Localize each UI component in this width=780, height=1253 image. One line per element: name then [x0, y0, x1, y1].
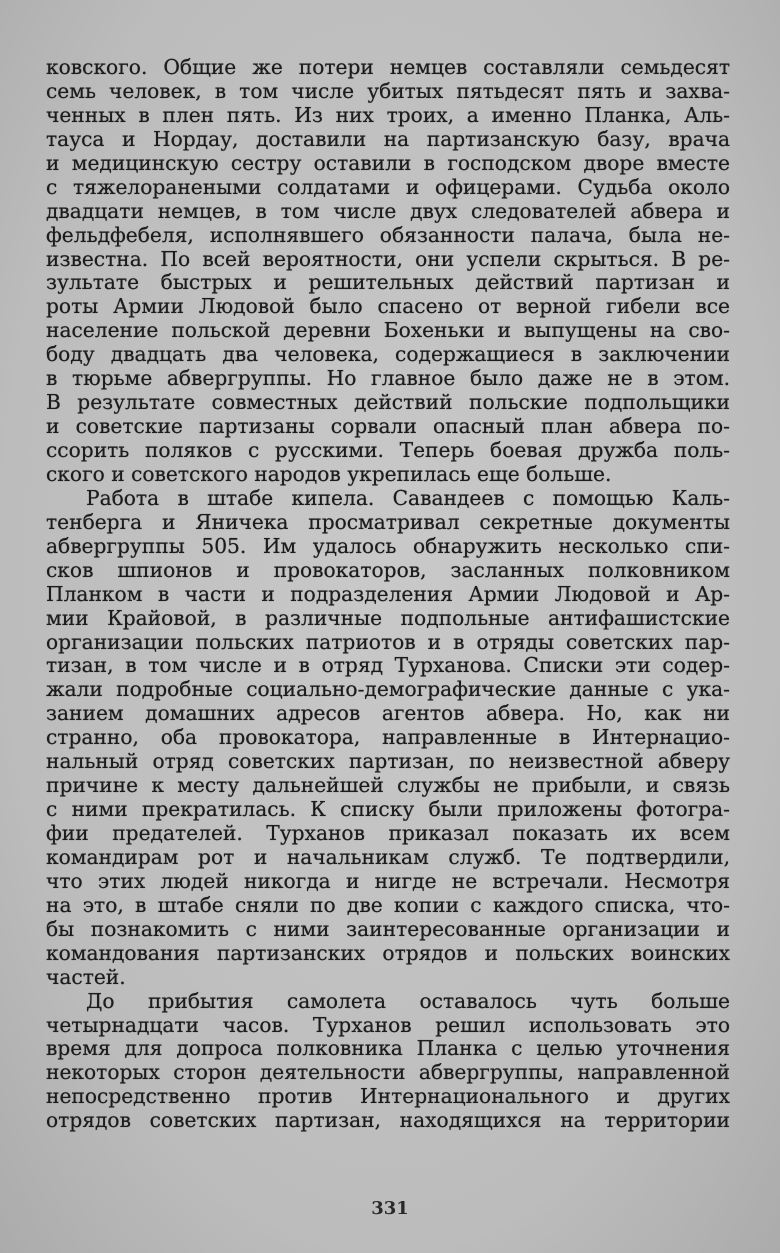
text-line: Работа в штабе кипела. Савандеев с помощью Каль- — [86, 485, 730, 510]
paragraph — [46, 487, 730, 990]
text-line: и советские партизаны сорвали опасный план абвера по- — [46, 414, 730, 439]
text-line: тизан, в том числе и в отряд Турханова. Списки эти содер- — [46, 653, 730, 678]
text-line: в тюрьме абвергруппы. Но главное было даже не в этом. — [46, 366, 730, 391]
text-line: население польской деревни Бохеньки и выпущены на сво- — [46, 318, 730, 343]
text-line: командования партизанских отрядов и польских воинских — [46, 940, 730, 965]
text-line: сков шпионов и провокаторов, засланных полковником — [46, 557, 730, 582]
text-line: нальный отряд советских партизан, по неизвестной абверу — [46, 749, 730, 774]
text-line: с ними прекратилась. К списку были приложены фотогра- — [46, 797, 730, 822]
text-line: четырнадцати часов. Турханов решил использовать это — [46, 1012, 730, 1037]
text-line: абвергруппы 505. Им удалось обнаружить несколько спи- — [46, 533, 730, 558]
text-line: тауса и Нордау, доставили на партизанскую базу, врача — [46, 126, 730, 151]
text-line: ченных в плен пять. Из них троих, а именно Планка, Аль- — [46, 102, 730, 127]
text-line: До прибытия самолета оставалось чуть больше — [86, 988, 730, 1013]
text-line: частей. — [46, 964, 126, 989]
text-line: мии Крайовой, в различные подпольные антифашистские — [46, 605, 730, 630]
text-line: ковского. Общие же потери немцев составляли семьдесят — [46, 55, 730, 79]
text-line: странно, оба провокатора, направленные в Интернацио- — [46, 725, 730, 750]
text-line: двадцати немцев, в том числе двух следователей абвера и — [46, 198, 730, 223]
paragraph — [46, 56, 730, 487]
text-line: бы познакомить с ними заинтересованные организации и — [46, 916, 730, 941]
text-line: известна. По всей вероятности, они успели скрыться. В ре- — [46, 246, 730, 271]
text-line: Планком в части и подразделения Армии Людовой и Ар- — [46, 581, 730, 606]
page-number: 331 — [371, 1198, 409, 1219]
text-line: с тяжелоранеными солдатами и офицерами. Судьба около — [46, 174, 730, 199]
text-line: организации польских патриотов и в отряды советских пар- — [46, 629, 730, 654]
paragraph — [46, 990, 730, 1134]
text-line: на это, в штабе сняли по две копии с каждого списка, что- — [46, 892, 730, 917]
text-line: время для допроса полковника Планка с целью уточнения — [46, 1036, 730, 1061]
text-line: В результате совместных действий польские подпольщики — [46, 390, 730, 415]
text-line: ссорить поляков с русскими. Теперь боевая дружба поль- — [46, 438, 730, 462]
text-line: причине к месту дальнейшей службы не прибыли, и связь — [46, 773, 730, 798]
text-line: фельдфебеля, исполнявшего обязанности палача, была не- — [46, 222, 730, 247]
text-line: семь человек, в том числе убитых пятьдесят пять и захва- — [46, 78, 730, 103]
text-line: жали подробные социально-демографические данные с ука- — [46, 677, 730, 702]
text-line: тенберга и Яничека просматривал секретные документы — [46, 509, 730, 534]
text-line: некоторых сторон деятельности абвергруппы, направленной — [46, 1060, 730, 1085]
text-line: роты Армии Людовой было спасено от верной гибели все — [46, 294, 730, 319]
text-line: командирам рот и начальникам служб. Те подтвердили, — [46, 844, 730, 869]
text-line: фии предателей. Турханов приказал показать их всем — [46, 821, 730, 845]
text-line: что этих людей никогда и нигде не встречали. Несмотря — [46, 868, 730, 893]
text-line: ского и советского народов укрепилась еще больше. — [46, 461, 612, 486]
text-line: занием домашних адресов агентов абвера. Но, как ни — [46, 701, 730, 726]
text-line: отрядов советских партизан, находящихся на территории — [46, 1108, 730, 1133]
text-line: непосредственно против Интернационального и других — [46, 1084, 730, 1109]
text-line: зультате быстрых и решительных действий партизан и — [46, 270, 730, 295]
text-line: и медицинскую сестру оставили в господском дворе вместе — [46, 150, 730, 175]
text-line: боду двадцать два человека, содержащиеся в заключении — [46, 342, 730, 367]
page-body-text — [46, 56, 730, 1133]
